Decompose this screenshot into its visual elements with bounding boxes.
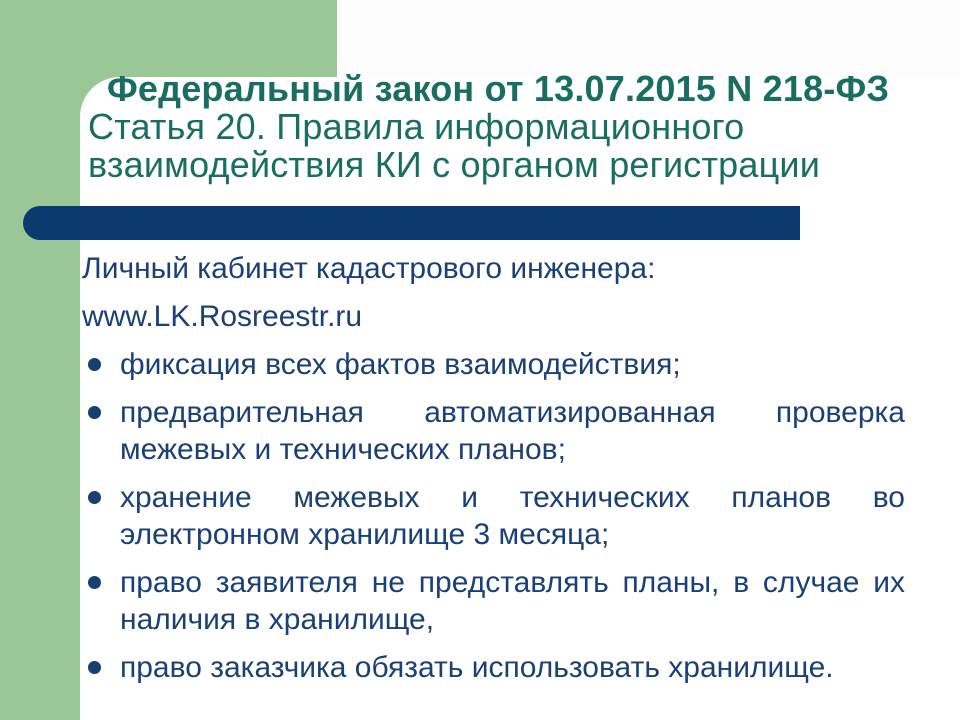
- list-item: [82, 564, 905, 638]
- list-item: [82, 479, 905, 553]
- bullet-line: межевых и технических планов;: [120, 433, 566, 466]
- slide-body: [82, 250, 905, 697]
- bullet-line: право заявителя не представлять планы, в случае их: [120, 566, 905, 599]
- divider-bar: [23, 206, 800, 240]
- bullet-line: предварительная автоматизированная проверка: [120, 396, 905, 429]
- title-line-2: Статья 20. Правила информационного: [88, 106, 745, 147]
- title-line-1: Федеральный закон от 13.07.2015 N 218-ФЗ: [107, 68, 890, 109]
- list-item: [82, 346, 905, 383]
- intro-line-cabinet: Личный кабинет кадастрового инженера:: [82, 252, 656, 285]
- bullet-icon: [88, 661, 101, 674]
- list-item: [82, 649, 905, 686]
- slide-title: [88, 70, 948, 184]
- bullet-text: [120, 564, 905, 638]
- bullet-line: право заказчика обязать использовать хранилище.: [120, 651, 834, 684]
- title-line-3: взаимодействия КИ с органом регистрации: [88, 144, 821, 185]
- bullet-text: [120, 346, 905, 383]
- bullet-line: хранение межевых и технических планов во: [120, 481, 905, 514]
- bullet-icon: [88, 358, 101, 371]
- bullet-text: [120, 479, 905, 553]
- list-item: [82, 394, 905, 468]
- bullet-line: электронном хранилище 3 месяца;: [120, 518, 610, 551]
- bullet-icon: [88, 576, 101, 589]
- bullet-line: наличия в хранилище,: [120, 603, 435, 636]
- bullet-text: [120, 394, 905, 468]
- bullet-line: фиксация всех фактов взаимодействия;: [120, 348, 681, 381]
- bullet-icon: [88, 406, 101, 419]
- intro-line-url: www.LK.Rosreestr.ru: [82, 300, 363, 333]
- bullet-text: [120, 649, 905, 686]
- bullet-icon: [88, 491, 101, 504]
